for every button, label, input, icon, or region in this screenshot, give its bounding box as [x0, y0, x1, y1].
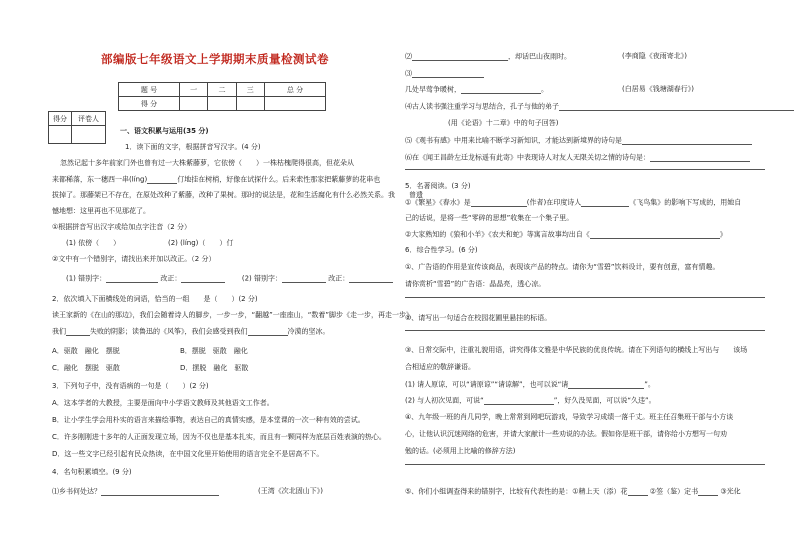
reading-line: ①《繁星》《春水》是 (作者)在印度诗人 《飞鸟集》的影响下写成的，用她自: [405, 198, 742, 207]
passage-line: 我们 失败的阴影；读鲁迅的《风筝》，我们会感受到我们 冷漠的坚冰。: [52, 327, 330, 336]
prompt-line: (2) 与人初次见面，可说“ ”，好久没见面，可以说“久违”。: [405, 396, 656, 405]
answer-line[interactable]: [405, 169, 765, 170]
subquestion-item: (2) (líng)（ ）仃: [168, 239, 234, 247]
poem-line: ⑶: [405, 69, 484, 78]
subquestion-item: (1) 依傍（ ）: [66, 239, 121, 247]
question-3-heading: 3．下列句子中，没有语病的一句是（ ）(2 分): [52, 382, 209, 390]
subquestion: ②文中有一个错别字，请找出来并加以改正。（2 分）: [52, 255, 216, 263]
question-1-heading: 1．读下面的文字，根据拼音写汉字。(4 分): [125, 143, 261, 151]
prompt-line: 合相适应的敬辞谦语。: [405, 363, 475, 371]
answer-blank[interactable]: [248, 327, 288, 336]
poem-source: (白居易《钱塘湖春行》): [622, 85, 694, 93]
section-heading: 一、语文积累与运用(35 分): [120, 127, 209, 135]
grader-table: [48, 111, 106, 144]
passage-line: 来都稀落，东一穗西一串(líng) 仃地挂在树梢，好像在试探什么。后来索性那家把紫藤萝的花串也: [52, 175, 381, 184]
prompt-line: 心，让他认识沉迷网络的危害，并请大家献计一些劝说的办法。假如你是班干部，请你给小方想写一句劝: [405, 430, 727, 438]
score-table-header: 二: [208, 83, 236, 97]
answer-blank[interactable]: [484, 396, 554, 405]
prompt-line: ①、广告语的作用是宣传该商品，表现该产品的特点。请你为“雪碧”饮料设计，要有创意，富有情趣。: [405, 263, 720, 271]
prompt-line: ④、九年级一班的肖几同学，晚上常常到网吧玩游戏，导致学习成绩一落千丈。班主任召集班干部与小方谈: [405, 413, 734, 421]
answer-blank[interactable]: [66, 327, 90, 336]
answer-blank[interactable]: [698, 487, 718, 496]
answer-blank[interactable]: [581, 198, 629, 207]
prompt-line: ②、请写出一句适合在校园花圃里悬挂的标语。: [405, 314, 552, 322]
option[interactable]: C．许多刚刚进十多年的人正面发现立场，因为不仅也是基本扎实，而且有一颗同样为底层百姓表演的热心。: [52, 433, 386, 441]
poem-line: 几处早莺争暖树， 。: [405, 85, 548, 94]
poem-line: ⑵ ，却话巴山夜雨时。: [405, 52, 571, 61]
answer-blank[interactable]: [349, 274, 393, 283]
score-cell[interactable]: [264, 97, 325, 111]
answer-line[interactable]: [405, 330, 765, 331]
option[interactable]: B．摆脱 驱散 融化: [180, 347, 248, 355]
reading-line: ②大家熟知的《狼和小羊》《农夫和蛇》等寓言故事均出自《 》: [405, 230, 727, 239]
prompt-line: ⑤、你们小组调查得来的错别字，比较有代表性的是：①精上天（添）花 ②签（鉴）定书 ③光化: [405, 487, 741, 496]
poem-line: ⑹在《闻王昌龄左迁龙标遥有此寄》中表现诗人对友人无限关切之情的诗句是：: [405, 153, 750, 162]
question-5-heading: 5．名著阅读。(3 分): [405, 182, 471, 190]
prompt-line: 勉的话。(必须用上比喻的修辞方法): [405, 447, 516, 455]
answer-blank[interactable]: [147, 175, 177, 184]
poem-line: ⑸《观书有感》中用来比喻不断学习新知识，才能达到新境界的诗句是: [405, 136, 752, 145]
score-table: [118, 82, 326, 111]
score-cell[interactable]: [208, 97, 236, 111]
subquestion: ①根据拼音写出汉字或给加点字注音（2 分）: [52, 223, 191, 231]
score-row-label: 得 分: [119, 97, 180, 111]
poem-line: ⑷古人读书强注重学习与思结合，孔子与他的弟子: [405, 102, 794, 111]
answer-blank[interactable]: [650, 153, 750, 162]
question-6-heading: 6．综合性学习。(6 分): [405, 246, 478, 254]
answer-blank[interactable]: [628, 487, 648, 496]
answer-blank[interactable]: [106, 274, 158, 283]
option[interactable]: B．让小学生学会用朴实的语言来描绘事物，表达自己的真情实感，是本堂课的一次一种有效的尝试。: [52, 416, 365, 424]
answer-blank[interactable]: [461, 85, 541, 94]
passage-line: 憾地想：这里再也不见那花了。: [52, 207, 150, 215]
option[interactable]: D．摆脱 融化 驱散: [180, 364, 249, 372]
prompt-line: (1) 请人原谅，可以“请原谅”“请谅解”，也可以说“请 ”。: [405, 380, 655, 389]
answer-blank[interactable]: [101, 487, 219, 496]
option[interactable]: D．这一些文字已经引起有民众热读，在中国文化里开始使用的语言完全不是居高不下。: [52, 450, 324, 458]
score-table-header: 总 分: [264, 83, 325, 97]
question-4-heading: 4．名句积累填空。(9 分): [52, 468, 132, 476]
answer-blank[interactable]: [282, 274, 326, 283]
poem-line: ⑴乡书何处达？: [52, 487, 219, 496]
grader-name-cell[interactable]: [72, 126, 106, 144]
answer-line[interactable]: [405, 297, 765, 298]
answer-blank[interactable]: [568, 380, 644, 389]
option[interactable]: A．这本学者的大教授，主要是面向中小学语文教师及其他语文工作者。: [52, 399, 274, 407]
option[interactable]: A．驱散 融化 摆脱: [52, 347, 120, 355]
score-cell[interactable]: [236, 97, 264, 111]
grader-score-cell[interactable]: [49, 126, 72, 144]
passage-line: 读王家新的《在山的那边》，我们会随着诗人的脚步，一步一步，“翻越”一座座山，“数着”脚步《走一步，再走一步》，: [52, 311, 417, 319]
score-table-header: 三: [236, 83, 264, 97]
score-table-header: 一: [180, 83, 208, 97]
prompt-line: 请你赏析“雪碧”的广告语：晶晶亮，透心凉。: [405, 280, 546, 288]
answer-blank[interactable]: [471, 198, 527, 207]
answer-blank[interactable]: [412, 52, 508, 61]
score-table-header: 题 号: [119, 83, 180, 97]
answer-line[interactable]: [405, 464, 765, 465]
poem-source: (李商隐《夜雨寄北》): [622, 52, 687, 60]
answer-blank[interactable]: [412, 69, 484, 78]
note: (用《论语》十二章》中的句子回答): [448, 119, 559, 127]
option[interactable]: C．融化 摆脱 驱散: [52, 364, 120, 372]
prompt-line: ③、日常交际中，注重礼貌用语，讲究得体文雅是中华民族的优良传统。请在下列语句的横线上写出与 该场: [405, 346, 748, 354]
passage-line: 忽然记起十多年前家门外也曾有过一大株紫藤萝，它依傍（ ）一株枯槐爬得很高，但花朵从: [60, 159, 354, 167]
poem-source: (王湾《次北固山下》): [258, 487, 323, 495]
passage-line: 拔掉了。那藤架已不存在，在原处改种了紫藤，改种了果树。那时的说法是，花和生活腐化有什么必然关系。我 曾遗: [52, 191, 423, 199]
page-title: 部编版七年级语文上学期期末质量检测试卷: [101, 52, 329, 66]
answer-blank[interactable]: [590, 230, 720, 239]
grader-name-label: 评卷人: [72, 112, 106, 126]
question-2-heading: 2．依次填入下面横线处的词语，恰当的一组 是（ ）(2 分): [52, 295, 258, 303]
grader-score-label: 得分: [49, 112, 72, 126]
reading-line: 己的话说，是将一些“零碎的思想”收集在一个集子里。: [405, 214, 574, 222]
answer-blank[interactable]: [622, 136, 752, 145]
answer-row: (1) 错别字： 改正： (2) 错别字： 改正：: [66, 274, 393, 283]
answer-blank[interactable]: [559, 102, 794, 111]
score-cell[interactable]: [180, 97, 208, 111]
answer-blank[interactable]: [181, 274, 225, 283]
